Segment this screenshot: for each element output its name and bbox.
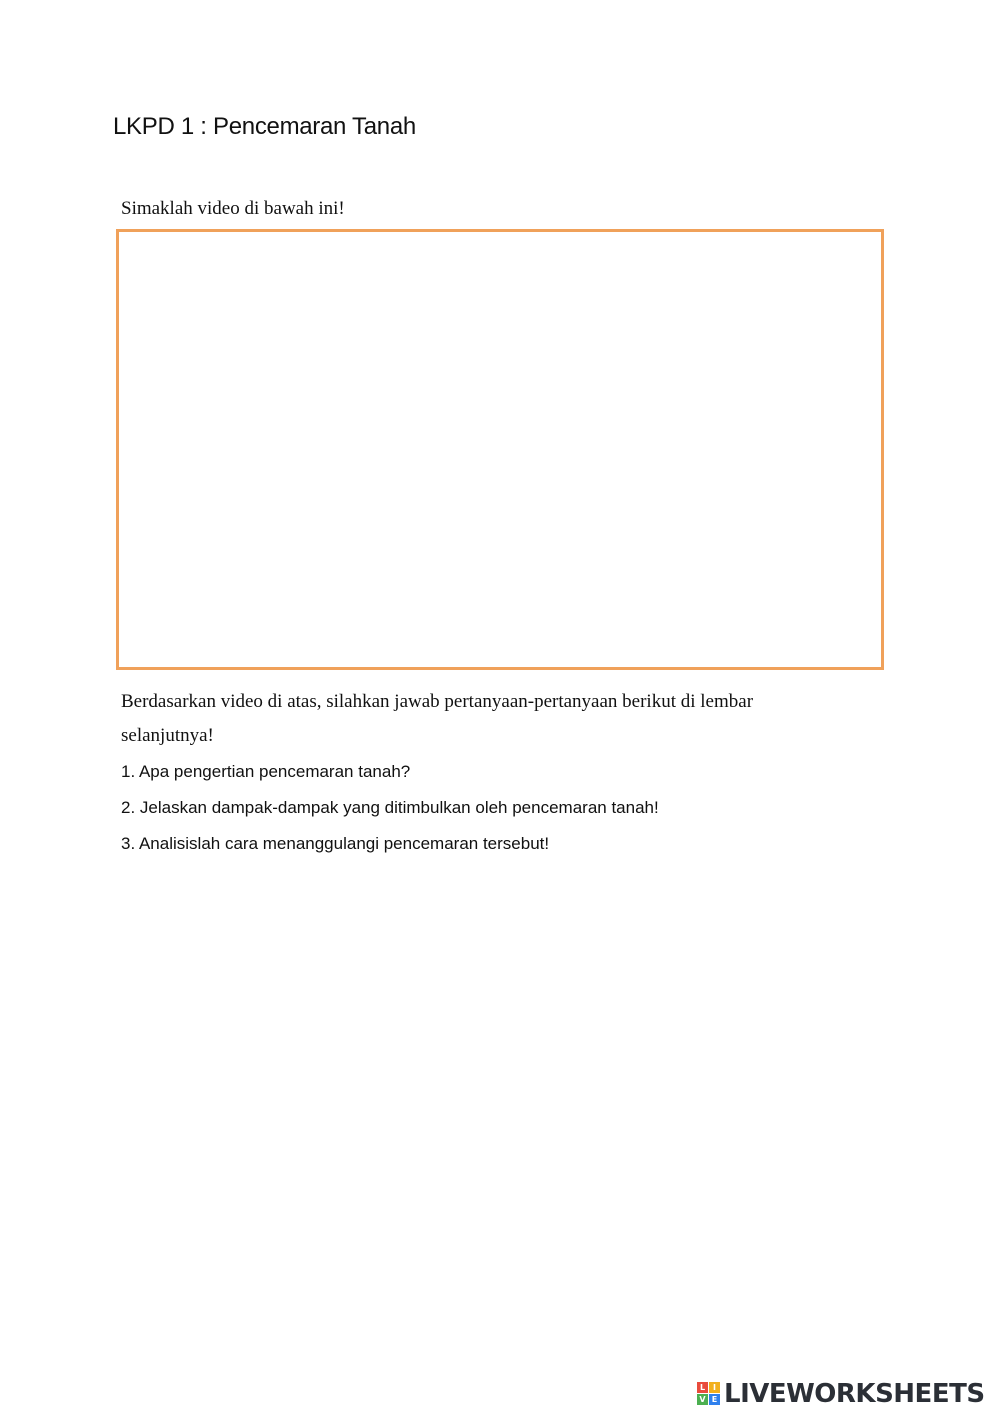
- liveworksheets-watermark: [697, 1378, 985, 1410]
- liveworksheets-logo-icon: [697, 1382, 721, 1406]
- worksheet-title: LKPD 1 : Pencemaran Tanah: [113, 113, 416, 140]
- question-list: [121, 758, 659, 866]
- video-instruction: Simaklah video di bawah ini!: [121, 198, 345, 219]
- logo-cell: V: [697, 1394, 708, 1405]
- question-item: 3. Analisislah cara menanggulangi pencemaran tersebut!: [121, 834, 550, 853]
- logo-cell: E: [709, 1394, 720, 1405]
- question-intro-paragraph: Berdasarkan video di atas, silahkan jawab pertanyaan-pertanyaan berikut di lembar selanjutnya!: [121, 691, 754, 746]
- video-embed-frame[interactable]: [116, 229, 884, 670]
- question-item: 2. Jelaskan dampak-dampak yang ditimbulkan oleh pencemaran tanah!: [121, 798, 659, 817]
- logo-cell: L: [697, 1382, 708, 1393]
- watermark-text: LIVEWORKSHEETS: [724, 1379, 985, 1409]
- logo-cell: I: [709, 1382, 720, 1393]
- question-item: 1. Apa pengertian pencemaran tanah?: [121, 762, 411, 781]
